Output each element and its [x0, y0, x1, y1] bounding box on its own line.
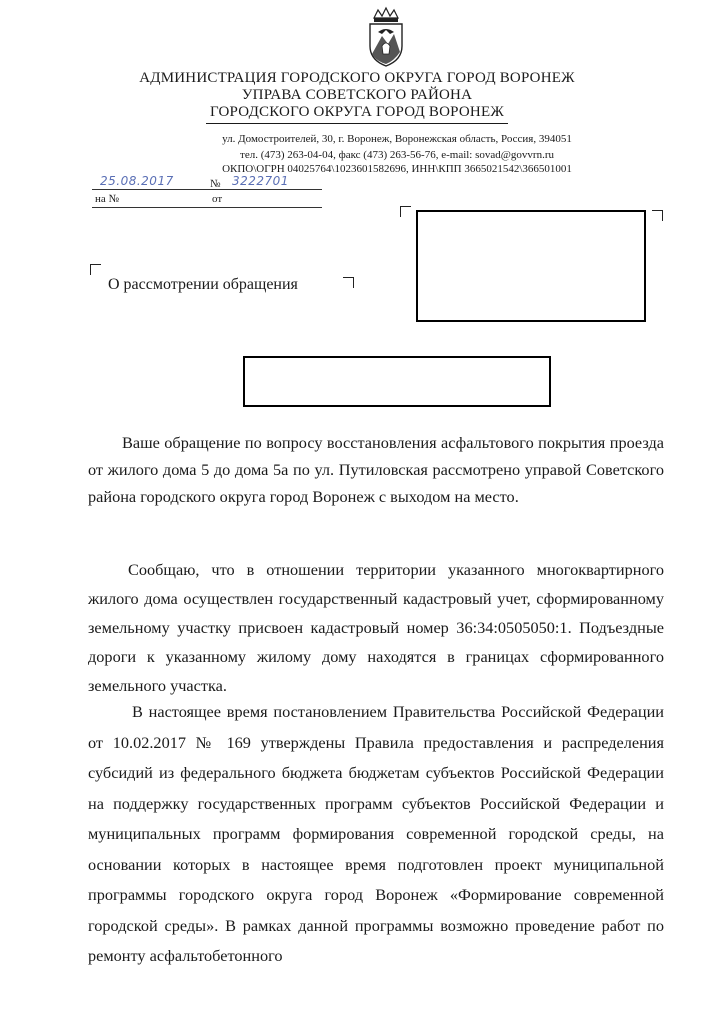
body-paragraph: Ваше обращение по вопросу восстановления асфальтового покрытия проезда от жилого дома 5 до дома 5а по ул. Путиловская рассмотрено управой Советского района городского округа город Воронеж с выходом на место.	[88, 433, 664, 506]
registration-number: 3222701	[232, 174, 289, 188]
org-name-line2: УПРАВА СОВЕТСКОГО РАЙОНА	[241, 87, 473, 103]
registration-number-sign: №	[210, 178, 221, 190]
registration-line	[92, 189, 322, 190]
subject-line: О рассмотрении обращения	[108, 276, 298, 293]
registration-date: 25.08.2017	[100, 174, 174, 188]
body-paragraph: В настоящее время постановлением Правительства Российской Федерации от 10.02.2017 № 169 утверждены Правила предоставления и распределения субсидий из федерального бюджета бюджетам субъектов Российской Федерации на поддержку государственных программ субъектов Российской Федерации и муниципальных программ формирования современной городской среды, на основании которых в настоящее время подготовлен проект муниципальной программы городского округа город Воронеж «Формирование современной городской среды». В рамках данной программы возможно проведение работ по ремонту асфальтобетонного	[88, 702, 664, 965]
subject-corner-mark	[90, 264, 101, 275]
registration-line	[92, 207, 322, 208]
addressee-corner-mark	[652, 210, 663, 221]
org-contacts: тел. (473) 263-04-04, факс (473) 263-56-76, e-mail: sovad@govvrn.ru	[240, 149, 554, 161]
org-name-line1: АДМИНИСТРАЦИЯ ГОРОДСКОГО ОКРУГА ГОРОД ВОРОНЕЖ	[139, 70, 575, 86]
body-paragraph: Сообщаю, что в отношении территории указанного многоквартирного жилого дома осуществлен государственный кадастровый учет, сформированному земельному участку присвоен кадастровый номер 36:34:0505050:1. Подъездные дороги к указанному жилому дому находятся в границах сформированного земельного участка.	[88, 560, 664, 695]
org-address: ул. Домостроителей, 30, г. Воронеж, Воронежская область, Россия, 394051	[222, 133, 572, 145]
coat-of-arms-icon	[364, 6, 408, 68]
redacted-addressee-box	[416, 210, 646, 322]
org-name-line3: ГОРОДСКОГО ОКРУГА ГОРОД ВОРОНЕЖ	[0, 104, 714, 124]
subject-corner-mark	[343, 277, 354, 288]
label-reference-number: на №	[95, 193, 120, 205]
addressee-corner-mark	[400, 206, 411, 217]
redacted-salutation-box	[243, 356, 551, 407]
label-reference-date: от	[212, 193, 223, 205]
org-codes: ОКПО\ОГРН 04025764\1023601582696, ИНН\КПП 3665021542\366501001	[222, 163, 572, 175]
